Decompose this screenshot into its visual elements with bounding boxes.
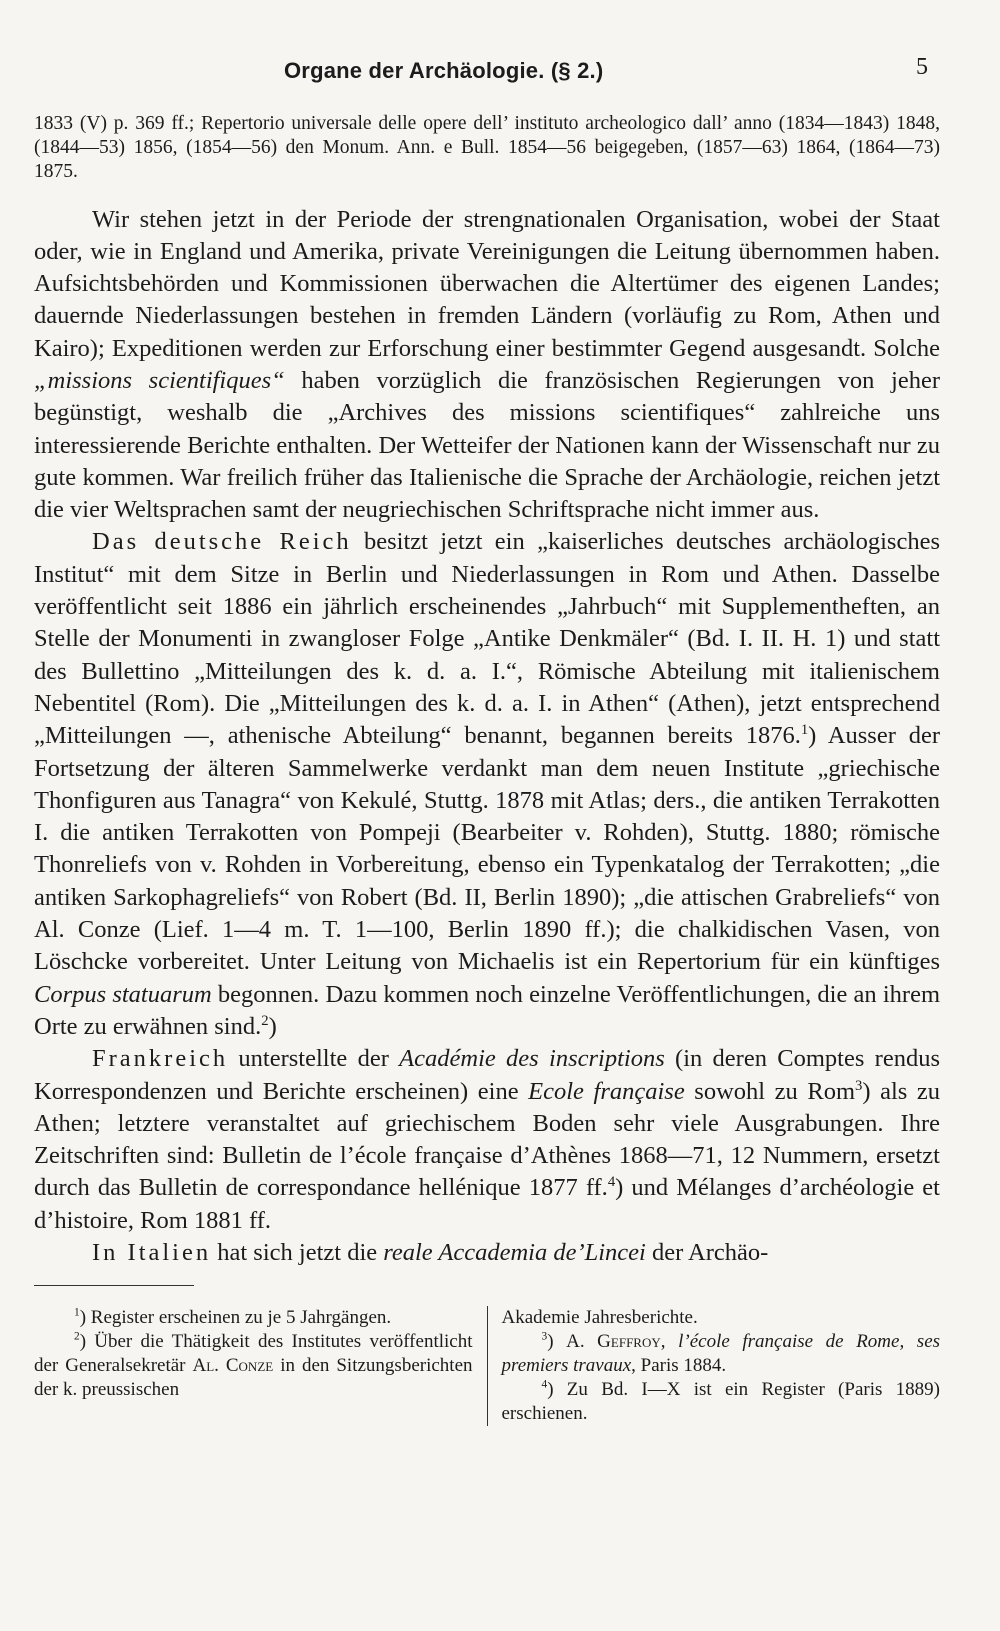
- footnote-ref-1: 1: [800, 722, 809, 739]
- emphasis-academie: Académie des inscriptions: [399, 1045, 665, 1073]
- emphasis-ecole: Ecole française: [528, 1077, 685, 1105]
- footnotes-left-column: [34, 1306, 488, 1426]
- page-number: 5: [916, 54, 928, 80]
- footnote-1: $^1$) Register erscheinen zu je 5 Jahrgängen.: [74, 1306, 392, 1329]
- intro-continuation: 1833 (V) p. 369 ff.; Repertorio universale delle opere dell’ instituto archeologico dall’ anno (1834—1843) 1848, (1844—53) 1856, (1854—56) den Monum. Ann. e Bull. 1854—56 beigegeben, (1857—63) 1864, (1864—73) 1875.: [34, 113, 940, 182]
- footnotes: [34, 1306, 940, 1426]
- paragraph-italien: In Italien hat sich jetzt die reale Accademia de’Lincei der Archäo-: [92, 1239, 769, 1266]
- header-title: Organe der Archäologie. (§ 2.): [284, 58, 604, 83]
- footnote-2-continuation: Akademie Jahresberichte.: [501, 1307, 698, 1329]
- emphasis-corpus: Corpus statuarum: [34, 980, 212, 1008]
- paragraph-organisation: Wir stehen jetzt in der Periode der strengnationalen Organisation, wobei der Staat oder, wie in England und Amerika, private Vereinigungen die Leitung übernommen haben. Aufsichtsbehörden und Kommissionen überwachen die Altertümer des eigenen Landes; dauernde Niederlassungen bestehen in fremden Ländern (vorläufig zu Rom, Athen und Kairo); Expeditionen werden zur Erforschung einer bestimmter Gegend ausgesandt. Solche „missions scientifiques“ haben vorzüglich die französischen Regierungen von jeher begünstigt, weshalb die „Archives des missions scientifiques“ zahlreiche uns interessierende Berichte enthalten. Der Wetteifer der Nationen kann der Wissenschaft nur zu gute kommen. War freilich früher das Italienische die Sprache der Archäologie, reichen jetzt die vier Weltsprachen samt der neugriechischen Schriftsprache nicht immer aus.: [34, 205, 940, 524]
- footnote-3: $^3$) A. Geffroy, l’école française de Rome, ses premiers travaux, Paris 1884.: [501, 1330, 941, 1377]
- footnote-ref-2: 2: [261, 1012, 269, 1029]
- emphasis-missions: „missions scientifiques“: [34, 366, 285, 394]
- footnote-ref-3: 3: [855, 1077, 863, 1094]
- footnotes-right-column: [488, 1306, 941, 1426]
- spaced-heading-frankreich: Frankreich: [92, 1045, 229, 1073]
- running-header: [34, 46, 940, 86]
- spaced-heading-italien: In Italien: [92, 1239, 212, 1266]
- footnote-2: $^2$) Über die Thätigkeit des Institutes veröffentlicht der Generalsekretär Al. Conze in den Sitzungsberichten der k. preussischen: [34, 1330, 473, 1401]
- footnote-4: $^4$) Zu Bd. I—X ist ein Register (Paris 1889) erschienen.: [501, 1378, 940, 1425]
- paragraph-frankreich: Frankreich unterstellte der Académie des inscriptions (in deren Comptes rendus Korrespondenzen und Berichte erscheinen) eine Ecole française sowohl zu Rom$^3$) als zu Athen; letztere veranstaltet auf griechischem Boden sehr viele Ausgrabungen. Ihre Zeitschriften sind: Bulletin de l’école française d’Athènes 1868—71, 12 Nummern, ersetzt durch das Bulletin de correspondance hellénique 1877 ff.$^4$) und Mélanges d’archéologie et d’histoire, Rom 1881 ff.: [34, 1045, 941, 1234]
- footnote-ref-4: 4: [607, 1174, 616, 1191]
- spaced-heading-deutsches-reich: Das deutsche Reich: [92, 528, 352, 556]
- footnote-separator: [34, 1285, 194, 1286]
- paragraph-deutsches-reich: Das deutsche Reich besitzt jetzt ein „kaiserliches deutsches archäologisches Institut“ mit dem Sitze in Berlin und Niederlassungen in Rom und Athen. Dasselbe veröffentlicht seit 1886 ein jährlich erscheinendes „Jahrbuch“ mit Supplementheften, an Stelle der Monumenti in zwangloser Folge „Antike Denkmäler“ (Bd. I. II. H. 1) und statt des Bullettino „Mitteilungen des k. d. a. I.“, Römische Abteilung mit italienischem Nebentitel (Rom). Die „Mitteilungen des k. d. a. I. in Athen“ (Athen), jetzt entsprechend „Mitteilungen —, athenische Abteilung“ benannt, begannen bereits 1876.$^1$) Ausser der Fortsetzung der älteren Sammelwerke verdankt man dem neuen Institute „griechische Thonfiguren aus Tanagra“ von Kekulé, Stuttg. 1878 mit Atlas; ders., die antiken Terrakotten I. die antiken Terrakotten von Pompeji (Bearbeiter v. Rohden), Stuttg. 1880; römische Thonreliefs von v. Rohden in Vorbereitung, ebenso ein Typenkatalog der Terrakotten; „die antiken Sarkophagreliefs“ von Robert (Bd. II, Berlin 1890); „die attischen Grabreliefs“ von Al. Conze (Lief. 1—4 m. T. 1—100, Berlin 1890 ff.); die chalkidischen Vasen, von Löschcke vorbereitet. Unter Leitung von Michaelis ist ein Repertorium für ein künftiges Corpus statuarum begonnen. Dazu kommen noch einzelne Veröffentlichungen, die an ihrem Orte zu erwähnen sind.$^2$): [34, 528, 940, 1040]
- emphasis-lincei: reale Accademia de’Lincei: [383, 1239, 646, 1266]
